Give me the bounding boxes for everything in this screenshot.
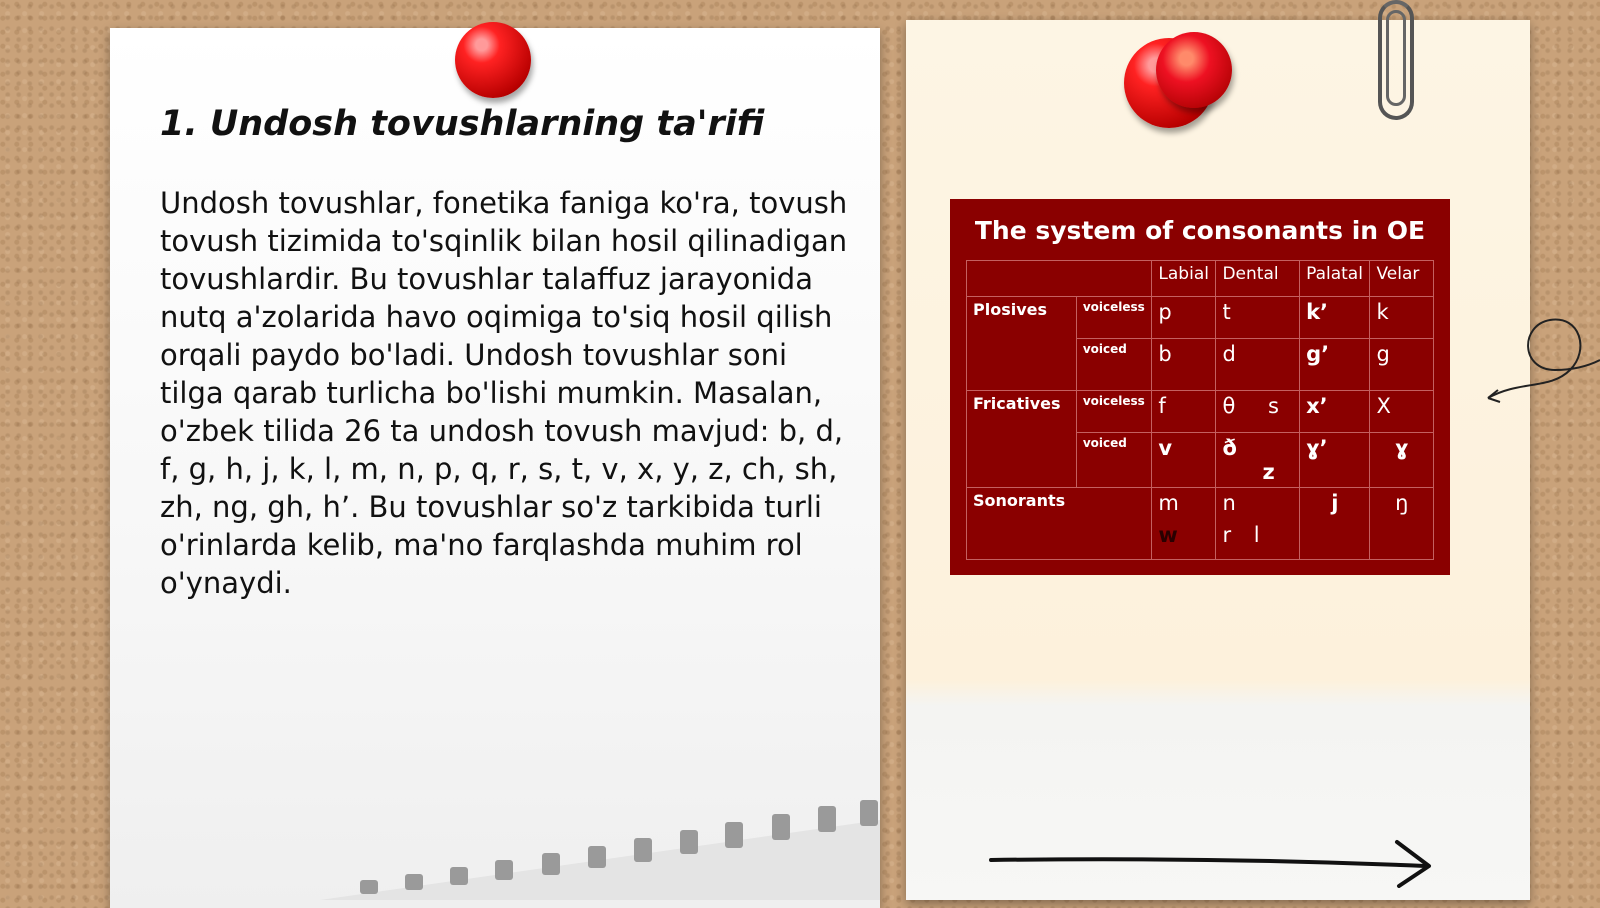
voicing-label: voiced [1076, 433, 1152, 488]
slide-title: 1. Undosh tovushlarning ta'rifi [160, 104, 765, 144]
red-pushpin-icon [455, 22, 531, 98]
fricative-voiceless-dental-1: θ [1222, 394, 1236, 418]
table-corner-cell [967, 261, 1152, 297]
cell-plosive-voiced-palatal: g’ [1300, 339, 1370, 391]
fricative-voiceless-dental-2: s [1268, 394, 1279, 418]
cell-fricative-voiceless-dental [1216, 391, 1300, 433]
body-paragraph: Undosh tovushlar, fonetika faniga ko'ra, tovush tovush tizimida to'sqinlik bilan hosil qilinadigan tovushlardir. Bu tovushlar talaffuz jarayonida nutq a'zolarida havo oqimiga to'siq hosil qilish orqali paydo bo'ladi. Undosh tovushlar soni tilga qarab turlicha bo'lishi mumkin. Masalan, o'zbek tilida 26 ta undosh tovush mavjud: b, d, f, g, h, j, k, l, m, n, p, q, r, s, t, v, x, y, z, ch, sh, zh, ng, gh, h’. Bu tovushlar so'z tarkibida turli o'rinlarda kelib, ma'no farqlashda muhim rol o'ynaydi. [160, 186, 848, 600]
cell-fricative-voiced-labial: v [1152, 433, 1216, 488]
voicing-label: voiced [1076, 339, 1152, 391]
cell-plosive-voiceless-velar: k [1370, 297, 1434, 339]
row-label-plosives: Plosives [967, 297, 1077, 391]
loop-arrow-doodle-icon [1480, 310, 1600, 410]
cell-sonorant-palatal: j [1300, 488, 1370, 560]
cell-plosive-voiceless-dental: t [1216, 297, 1300, 339]
fricative-voiced-dental-2: z [1262, 460, 1275, 484]
row-label-sonorants: Sonorants [967, 488, 1152, 560]
cell-fricative-voiced-dental [1216, 433, 1300, 488]
right-arrow-icon [985, 838, 1445, 888]
cell-fricative-voiceless-palatal: x’ [1300, 391, 1370, 433]
red-pushpin-icon [1156, 32, 1232, 108]
sonorant-labial-1: m [1158, 491, 1179, 515]
cell-fricative-voiceless-velar: X [1370, 391, 1434, 433]
cell-plosive-voiced-velar: g [1370, 339, 1434, 391]
consonant-table [966, 260, 1434, 560]
cell-sonorant-labial [1152, 488, 1216, 560]
paperclip-inner-icon [1386, 10, 1406, 106]
voicing-label: voiceless [1076, 391, 1152, 433]
torn-paper-edge [320, 800, 880, 900]
sonorant-dental-2: r [1222, 523, 1232, 547]
cell-sonorant-dental [1216, 488, 1300, 560]
fricative-voiced-dental-1: ð [1222, 436, 1237, 460]
header-palatal: Palatal [1300, 261, 1370, 297]
sonorant-labial-2: w [1158, 523, 1178, 547]
consonant-table-title: The system of consonants in OE [974, 216, 1426, 245]
cell-plosive-voiced-labial: b [1152, 339, 1216, 391]
row-label-fricatives: Fricatives [967, 391, 1077, 488]
cell-plosive-voiceless-palatal: k’ [1300, 297, 1370, 339]
sonorant-dental-1: n [1222, 491, 1236, 515]
cell-plosive-voiceless-labial: p [1152, 297, 1216, 339]
voicing-label: voiceless [1076, 297, 1152, 339]
header-dental: Dental [1216, 261, 1300, 297]
cell-fricative-voiced-palatal: ɣ’ [1300, 433, 1370, 488]
cell-fricative-voiceless-labial: f [1152, 391, 1216, 433]
cell-fricative-voiced-velar: ɣ [1370, 433, 1434, 488]
header-velar: Velar [1370, 261, 1434, 297]
sonorant-dental-3: l [1253, 523, 1260, 547]
header-labial: Labial [1152, 261, 1216, 297]
cell-sonorant-velar: ŋ [1370, 488, 1434, 560]
cell-plosive-voiced-dental: d [1216, 339, 1300, 391]
